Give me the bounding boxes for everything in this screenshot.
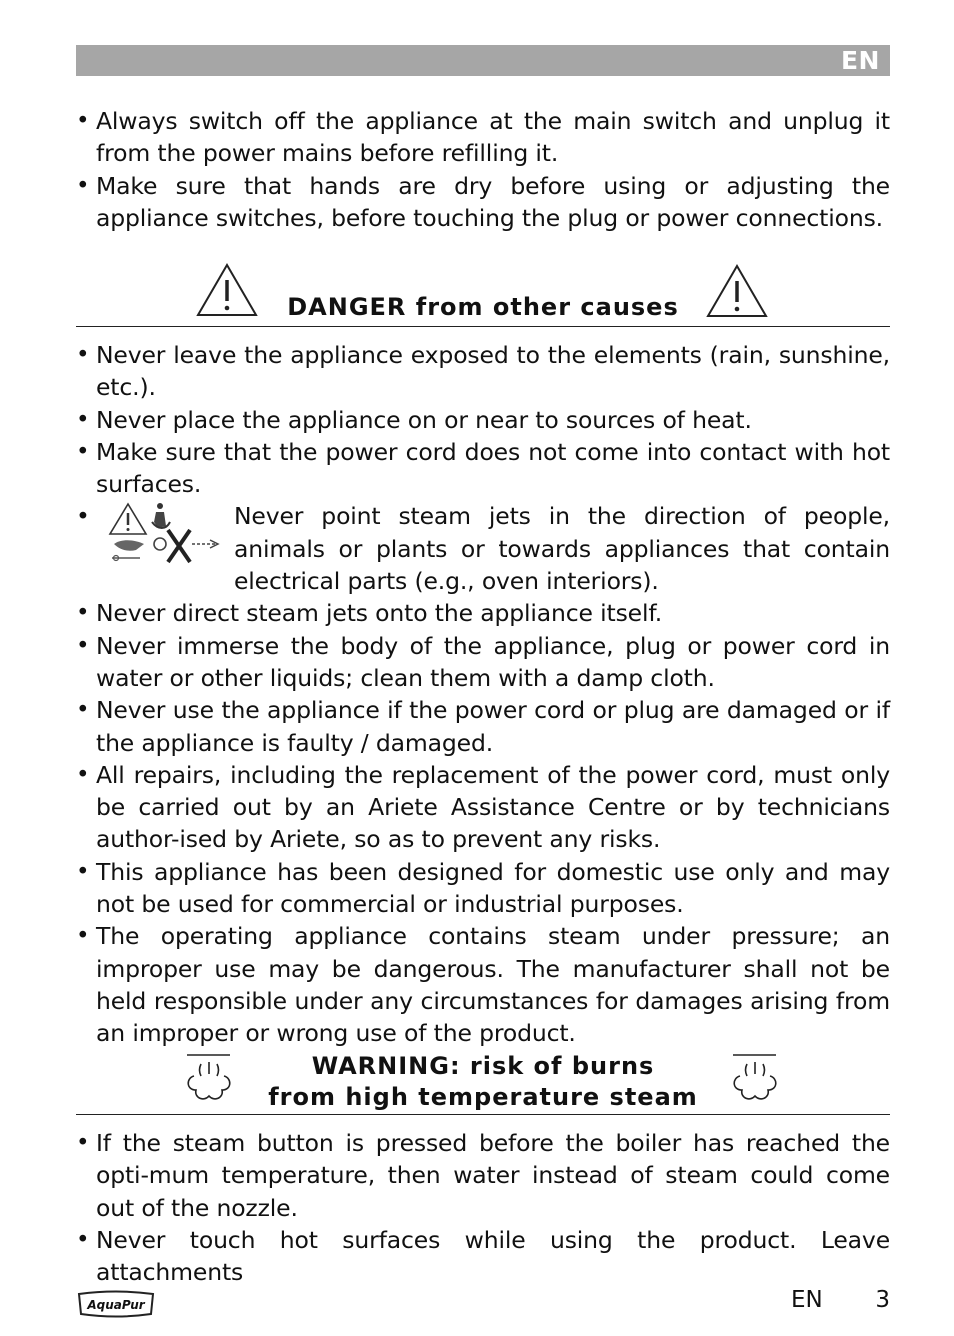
bullet-dot: • <box>76 1130 90 1156</box>
list-item <box>76 105 890 170</box>
list-item-text: Never direct steam jets onto the appliance itself. <box>96 599 663 628</box>
warning-bullet-list <box>76 1127 890 1288</box>
list-item-text: Make sure that hands are dry before using or adjusting the appliance switches, before touching the plug or power connections. <box>96 171 890 232</box>
aquapur-logo <box>76 1288 156 1320</box>
bullet-dot: • <box>76 438 90 465</box>
bullet-dot: • <box>76 502 90 531</box>
list-item <box>76 759 890 856</box>
danger-section-body <box>76 339 890 1050</box>
list-item <box>76 694 890 759</box>
bullet-dot: • <box>76 600 90 627</box>
list-item-text: If the steam button is pressed before the boiler has reached the opti-mum temperature, then water instead of steam could come out of the nozzle. <box>96 1129 890 1222</box>
language-label: EN <box>840 46 880 75</box>
list-item <box>76 170 890 235</box>
list-item <box>76 436 890 501</box>
warning-title-line-2: from high temperature steam <box>268 1083 698 1111</box>
warning-title-line-1: WARNING: risk of burns <box>311 1052 655 1080</box>
list-item <box>76 856 890 921</box>
bullet-dot: • <box>76 406 90 433</box>
list-item <box>76 404 890 436</box>
language-bar <box>76 45 890 76</box>
hot-steam-icon <box>730 1052 780 1104</box>
logo-text: AquaPur <box>87 1298 145 1312</box>
list-item-text: Never leave the appliance exposed to the elements (rain, sunshine, etc.). <box>96 341 890 402</box>
list-item-text: Always switch off the appliance at the main switch and unplug it from the power mains before refilling it. <box>96 107 890 168</box>
list-item-text: Never touch hot surfaces while using the product. Leave attachments <box>96 1225 890 1287</box>
list-item <box>76 597 890 629</box>
bullet-dot: • <box>76 697 90 724</box>
bullet-dot: • <box>76 632 90 659</box>
bullet-dot: • <box>76 923 90 950</box>
top-bullet-list <box>76 105 890 234</box>
list-item <box>76 1127 890 1224</box>
list-item-text: All repairs, including the replacement of the power cord, must only be carried out by an Ariete Assistance Centre or by technicians author-ised by Ariete, so as to prevent any risks. <box>96 760 890 854</box>
list-item <box>76 630 890 695</box>
bullet-dot: • <box>76 172 90 199</box>
bullet-dot: • <box>76 108 90 134</box>
list-item-text: Never use the appliance if the power cord or plug are damaged or if the appliance is faulty / damaged. <box>96 696 890 757</box>
warning-triangle-icon <box>706 264 768 318</box>
list-item <box>76 1224 890 1289</box>
bullet-dot: • <box>76 761 90 788</box>
list-item-text: Make sure that the power cord does not come into contact with hot surfaces. <box>96 437 890 499</box>
list-item <box>76 920 890 1049</box>
danger-bullet-list-continued <box>76 597 890 1049</box>
page-footer <box>791 1287 890 1313</box>
pictogram-item-text: Never point steam jets in the direction of people, animals or plants or towards appliances that contain electrical parts (e.g., oven interiors). <box>234 502 890 596</box>
bullet-dot: • <box>76 1226 90 1253</box>
list-item-text: The operating appliance contains steam under pressure; an improper use may be dangerous. The manufacturer shall not be held responsible under any circumstances for damages arising from an improper or wrong use of the product. <box>96 922 890 1048</box>
danger-section-title: DANGER from other causes <box>287 293 679 321</box>
danger-bullet-list <box>76 339 890 500</box>
no-steam-at-people-pictogram-icon <box>106 500 224 566</box>
warning-section-header <box>76 1048 890 1115</box>
page-number: 3 <box>875 1287 890 1313</box>
list-item-text: Never place the appliance on or near to sources of heat. <box>96 405 752 434</box>
footer-language: EN <box>790 1287 823 1313</box>
bullet-dot: • <box>76 342 90 368</box>
danger-section-header <box>76 262 890 327</box>
top-instructions <box>76 105 890 234</box>
list-item-text: Never immerse the body of the appliance, plug or power cord in water or other liquids; clean them with a damp cloth. <box>96 631 890 692</box>
list-item <box>76 339 890 404</box>
list-item-text: This appliance has been designed for domestic use only and may not be used for commercial or industrial purposes. <box>96 857 890 919</box>
warning-section-body <box>76 1127 890 1288</box>
bullet-dot: • <box>76 858 90 885</box>
list-item-with-pictogram <box>76 500 890 597</box>
